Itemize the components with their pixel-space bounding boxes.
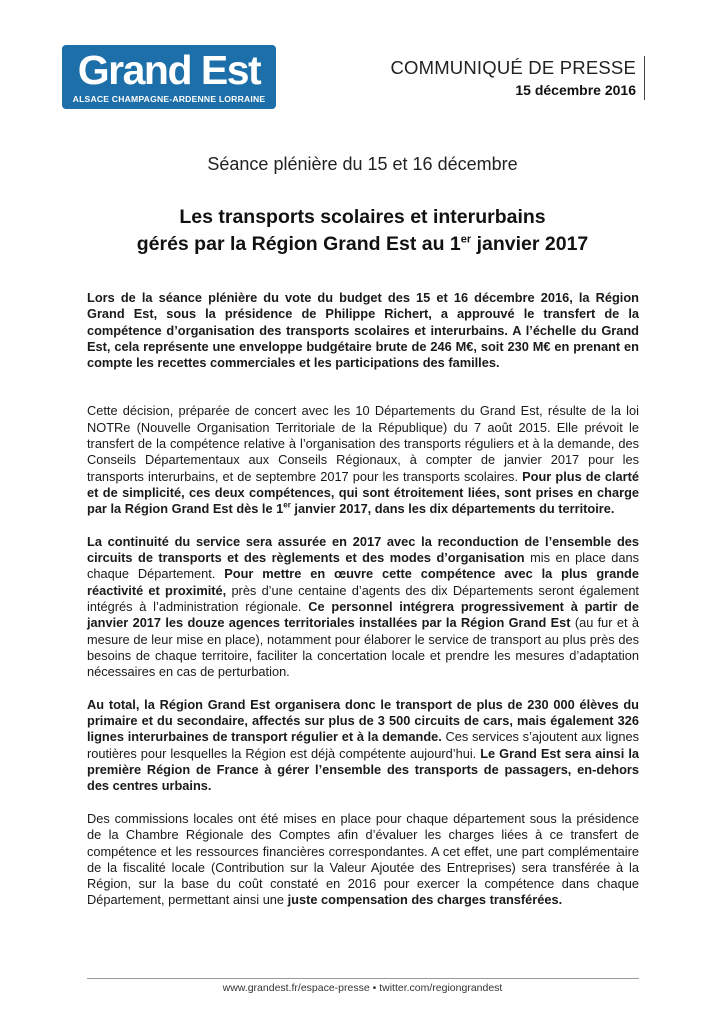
headline bbox=[0, 204, 725, 258]
paragraph-2-bold-text: Pour plus de clarté et de simplicité, ces deux compétences, qui sont étroitement liées, sont prises en charge par la Région Grand Est dès le 1 bbox=[87, 468, 639, 517]
paragraph-commissions bbox=[87, 811, 639, 909]
paragraph-continuity bbox=[87, 534, 639, 681]
logo-subtitle: ALSACE CHAMPAGNE-ARDENNE LORRAINE bbox=[72, 94, 266, 104]
press-release-header bbox=[390, 56, 645, 100]
headline-line-2-text: gérés par la Région Grand Est au 1 bbox=[136, 233, 461, 255]
paragraph-3-text-3: (au fur et à mesure de leur mise en place), notamment pour élaborer le service de transport au plus près des besoins de chaque territoire, faciliter la concertation locale et prendre les mesures d’adaptation nécessaires en cas de perturbation. bbox=[87, 615, 639, 680]
paragraph-4-bold-2: Le Grand Est sera ainsi la première Région de France à gérer l’ensemble des transports de passagers, en-dehors des centres urbains. bbox=[87, 745, 639, 794]
paragraph-2-superscript: er bbox=[283, 501, 291, 510]
paragraph-totals bbox=[87, 697, 639, 795]
paragraph-3-text-1: mis en place dans chaque Département. bbox=[87, 550, 640, 582]
paragraph-3-bold-1: La continuité du service sera assurée en 2017 avec la reconduction de l’ensemble des circuits de transports et des règlements et des modes d’organisation bbox=[87, 533, 639, 566]
session-title: Séance plénière du 15 et 16 décembre bbox=[207, 154, 518, 174]
headline-line-2-end: janvier 2017 bbox=[471, 233, 589, 255]
lead-paragraph bbox=[87, 290, 639, 371]
paragraph-2-text: Cette décision, préparée de concert avec les 10 Départements du Grand Est, résulte de la loi NOTRe (Nouvelle Organisation Territoriale de la République) du 7 août 2015. Elle prévoit le transfert de la compétence relative à l’organisation des transports réguliers et à la demande, des Conseils Départementaux aux Conseils Régionaux, à compter de janvier 2017 pour les transports interurbains, et de septembre 2017 pour les transports scolaires. bbox=[87, 403, 639, 484]
paragraph-notre-law bbox=[87, 403, 639, 517]
paragraph-3-text-2: près d’une centaine d’agents des dix Départements seront également intégrés à l’administration régionale. bbox=[87, 582, 639, 615]
paragraph-3-bold-3: Ce personnel intégrera progressivement à partir de janvier 2017 les douze agences territoriales installées par la Région Grand Est bbox=[87, 599, 639, 631]
press-release-date: 15 décembre 2016 bbox=[515, 82, 636, 98]
paragraph-5-bold: juste compensation des charges transférées. bbox=[287, 892, 563, 908]
footer-links: www.grandest.fr/espace-presse • twitter.com/regiongrandest bbox=[222, 982, 503, 994]
paragraph-5-text: Des commissions locales ont été mises en place pour chaque département sous la présidence de la Chambre Régionale des Comptes afin d’évaluer les charges liées à ce transfert de compétence et les ressources financières correspondantes. A cet effet, une part complémentaire de la fiscalité locale (Contribution sur la Valeur Ajoutée des Entreprises) sera transférée à la Région, sur la base du coût constaté en 2016 pour exercer la compétence dans chaque Département, permettant ainsi une bbox=[87, 810, 639, 908]
headline-line-1: Les transports scolaires et interurbains bbox=[179, 206, 546, 228]
headline-superscript: er bbox=[460, 233, 472, 246]
press-release-title: COMMUNIQUÉ DE PRESSE bbox=[390, 57, 636, 78]
headline-line-2 bbox=[0, 231, 725, 258]
lead-text: Lors de la séance plénière du vote du budget des 15 et 16 décembre 2016, la Région Grand Est, sous la présidence de Philippe Richert, a approuvé le transfert de la compétence d’organisation des transports scolaires et interurbains. A l’échelle du Grand Est, cela représente une enveloppe budgétaire brute de 246 M€, soit 230 M€ en prenant en compte les recettes commerciales et les participations des familles. bbox=[87, 290, 639, 371]
paragraph-4-text: Ces services s’ajoutent aux lignes routières pour lesquelles la Région est déjà compétente aujourd’hui. bbox=[87, 729, 639, 761]
article-body bbox=[87, 290, 639, 925]
footer-divider bbox=[87, 978, 639, 979]
paragraph-3-bold-2: Pour mettre en œuvre cette compétence avec la plus grande réactivité et proximité, bbox=[87, 566, 639, 598]
logo-name: Grand Est bbox=[77, 47, 261, 93]
paragraph-2-bold-end: janvier 2017, dans les dix départements du territoire. bbox=[290, 501, 615, 517]
grand-est-logo bbox=[62, 45, 276, 109]
paragraph-4-bold-1: Au total, la Région Grand Est organisera donc le transport de plus de 230 000 élèves du primaire et du secondaire, affectés sur plus de 3 500 circuits de cars, mais également 326 lignes interurbaines de transport régulier et à la demande. bbox=[87, 696, 639, 745]
